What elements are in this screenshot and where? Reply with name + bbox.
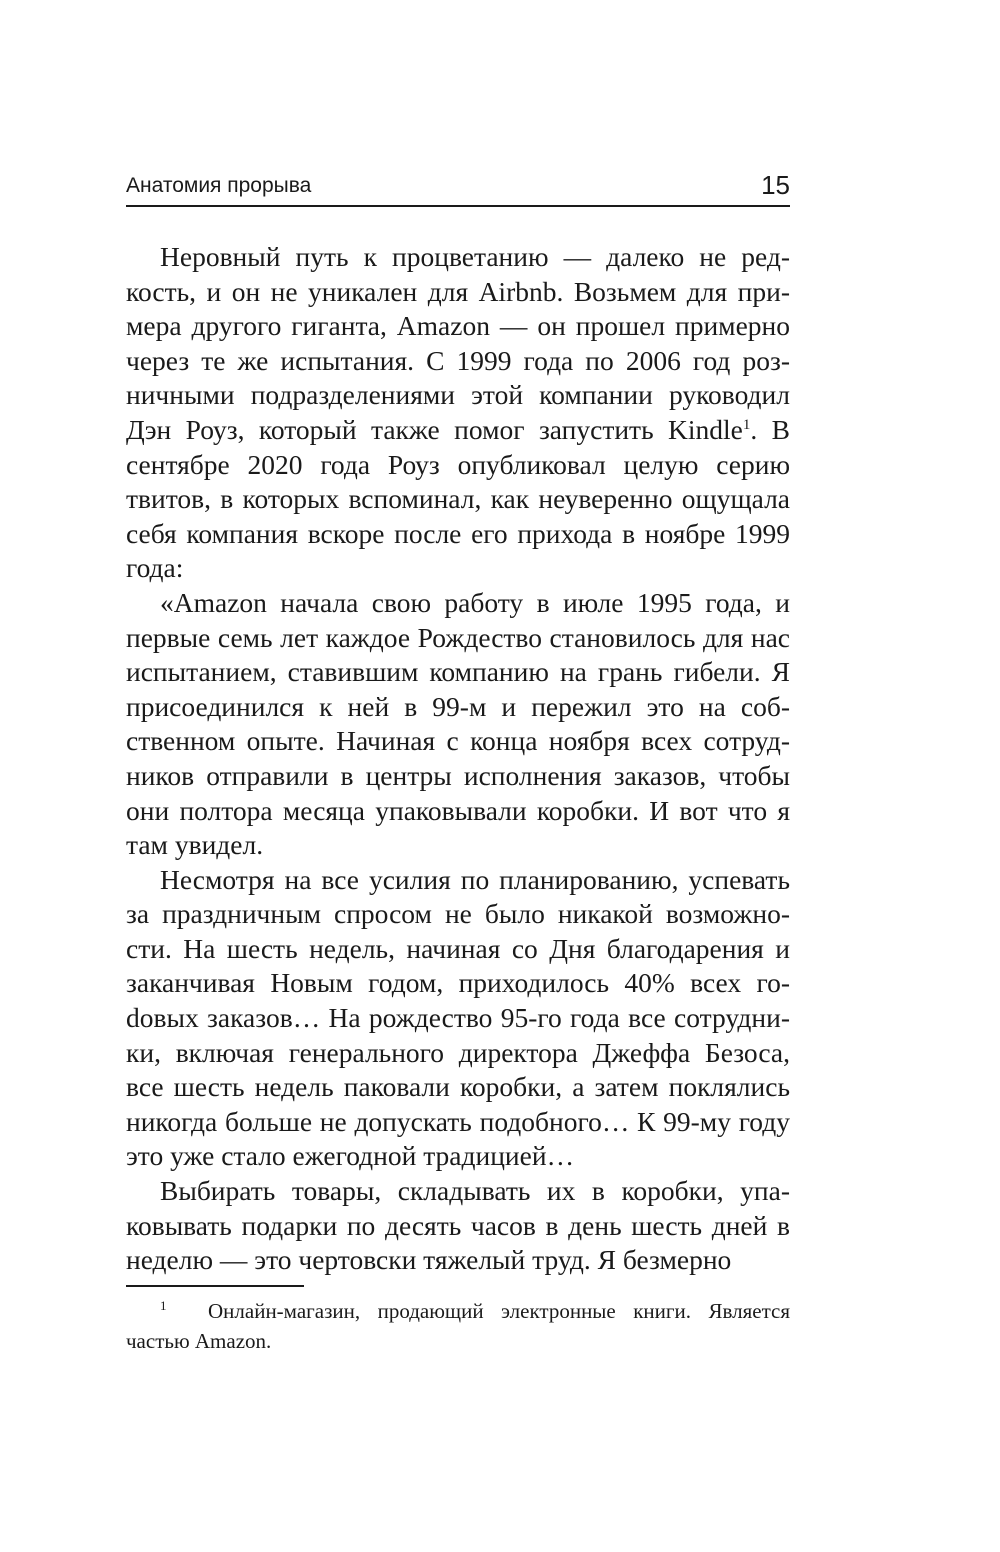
footnote: 1 Онлайн-магазин, продающий электронные книги. Является частью Amazon.	[126, 1298, 790, 1353]
running-title: Анатомия прорыва	[126, 174, 312, 197]
paragraph: Выбирать товары, складывать их в коробки, упаковывать подарки по десять часов в день шесть дней в неделю — это чертовски тяжелый труд. Я безмерно	[126, 1175, 790, 1276]
running-head	[126, 171, 790, 207]
page-number: 15	[761, 170, 790, 200]
paragraph: «Amazon начала свою работу в июле 1995 года, и первые семь лет каждое Рождество становилось для нас испытанием, ставившим компанию на грань гибели. Я присоединился к ней в 99-м и пережил это на собственном опыте. Начиная с конца ноября всех сотрудников отправили в центры исполнения заказов, чтобы они полтора месяца упаковывали коробки. И вот что я там увидел.	[126, 586, 790, 861]
paragraph	[126, 240, 790, 586]
paragraph: Несмотря на все усилия по планированию, успевать за праздничным спросом не было никакой возможности. На шесть недель, начиная со Дня благодарения и заканчивая Новым годом, приходилось 40% всех гоdовых заказов… На рождество 95-го года все сотрудники, включая генерального директора Джеффа Безоса, все шесть недель паковали коробки, а затем поклялись никогда больше не допускать подобного… К 99-му году это уже стало ежегодной традицией…	[126, 863, 790, 1172]
footnote-separator	[126, 1285, 304, 1287]
footnote-text: Онлайн-магазин, продающий электронные книги. Является частью Amazon.	[126, 1299, 790, 1353]
footnote-reference: 1	[742, 416, 751, 433]
paragraph-text: Неровный путь к процветанию — далеко не редкость, и он не уникален для Airbnb. Возьмем для примера другого гиганта, Amazon — он прошел примерно через те же испытания. С 1999 года по 2006 год розничными подразделениями этой компании руководил Дэн Роуз, который также помог запустить Kindle	[126, 241, 790, 445]
body-text	[126, 240, 790, 1278]
paragraph-text-tail: . В сентябре 2020 года Роуз опубликовал целую серию твитов, в которых вспоминал, как неуверенно ощущала себя компания вскоре после его прихода в ноябре 1999 года:	[126, 413, 790, 584]
